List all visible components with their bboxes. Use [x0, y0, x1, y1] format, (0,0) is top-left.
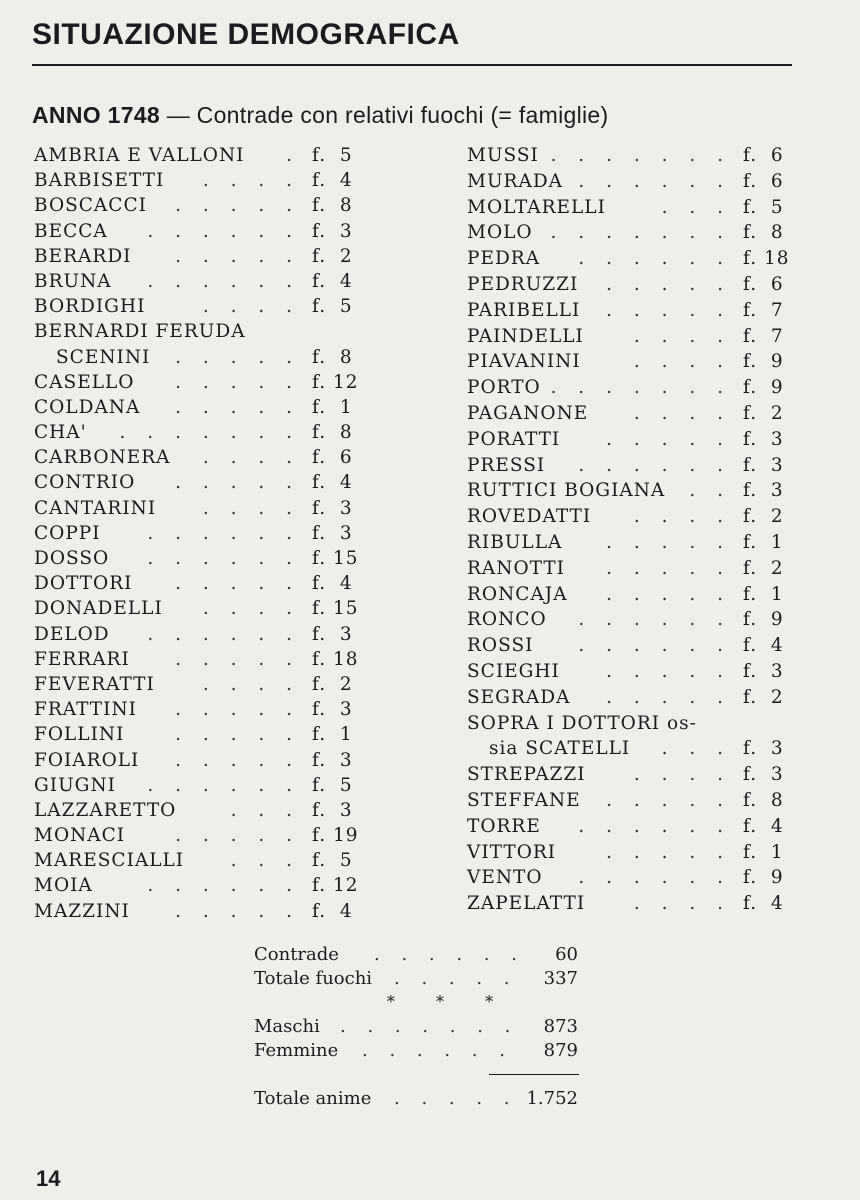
- contrada-row: [467, 326, 797, 352]
- contrada-row: [467, 403, 797, 429]
- leader-dots: . . . .: [633, 351, 731, 373]
- leader-dots: . . . . .: [606, 686, 731, 708]
- total-rule: [489, 1074, 579, 1075]
- contrada-name: CHA': [34, 422, 87, 444]
- contrada-row: [34, 170, 364, 195]
- leader-dots: . . . . . . .: [340, 1016, 519, 1037]
- fuochi-count: f. 12: [312, 875, 359, 897]
- contrada-row: [34, 800, 364, 825]
- contrada-name: COLDANA: [34, 396, 141, 418]
- contrada-row: [34, 674, 364, 699]
- contrada-row: [34, 472, 364, 497]
- contrada-row: [467, 661, 797, 687]
- summary-label: Contrade: [254, 944, 339, 965]
- leader-dots: . . . . .: [606, 583, 731, 605]
- fuochi-count: f. 18: [743, 248, 790, 270]
- contrada-row: [34, 372, 364, 397]
- leader-dots: . . . . . .: [147, 220, 300, 242]
- contrada-row: [467, 171, 797, 197]
- contrada-name: ROSSI: [467, 635, 534, 657]
- contrada-name: MUSSI: [467, 145, 539, 166]
- leader-dots: . . . . . .: [578, 170, 731, 192]
- fuochi-count: f. 15: [312, 548, 359, 569]
- contrada-row: [467, 377, 797, 403]
- fuochi-count: f. 1: [743, 583, 784, 605]
- fuochi-count: f. 1: [743, 841, 784, 863]
- leader-dots: . . .: [230, 799, 300, 821]
- contrada-name: GIUGNI: [34, 774, 116, 796]
- fuochi-count: f. 7: [743, 325, 784, 347]
- contrada-name: BERARDI: [34, 245, 132, 267]
- leader-dots: . . . . . .: [147, 875, 300, 897]
- contrada-name: RONCAJA: [467, 583, 568, 605]
- title-rule: [32, 64, 792, 66]
- fuochi-count: f. 8: [743, 222, 784, 244]
- leader-dots: . . . . . . .: [550, 222, 731, 244]
- fuochi-count: f. 3: [743, 660, 784, 682]
- contrada-name: CARBONERA: [34, 447, 171, 469]
- summary-row-totale-fuochi: [254, 968, 584, 992]
- summary-separator-stars: * * *: [386, 992, 512, 1011]
- fuochi-count: f. 5: [312, 774, 353, 796]
- leader-dots: . . . . .: [175, 724, 300, 746]
- contrada-row: [34, 447, 364, 472]
- contrada-row: [467, 248, 797, 274]
- leader-dots: . . . . . . .: [550, 145, 731, 166]
- contrada-name: MAZZINI: [34, 900, 130, 922]
- leader-dots: . . . . . .: [374, 944, 525, 965]
- contrada-row: [467, 867, 797, 893]
- leader-dots: . . . . .: [175, 396, 300, 418]
- leader-dots: . . .: [661, 738, 731, 760]
- leader-dots: . . . .: [633, 506, 731, 528]
- right-contrade-list: [467, 145, 797, 919]
- fuochi-count: f. 6: [312, 447, 353, 469]
- contrada-name: CONTRIO: [34, 472, 136, 494]
- fuochi-count: f. 3: [743, 480, 784, 502]
- contrada-row: [34, 624, 364, 649]
- contrada-row: [34, 548, 364, 573]
- fuochi-count: f. 6: [743, 170, 784, 192]
- fuochi-count: f. 12: [312, 371, 359, 393]
- leader-dots: . . . . .: [175, 573, 300, 595]
- contrada-row: [467, 429, 797, 455]
- fuochi-count: f. 5: [312, 850, 353, 872]
- contrada-row: [34, 498, 364, 523]
- fuochi-count: f. 3: [312, 749, 353, 771]
- contrada-row: [467, 738, 797, 764]
- contrada-name: SCENINI: [56, 346, 151, 368]
- leader-dots: . . . . .: [394, 968, 518, 989]
- contrada-row: [467, 274, 797, 300]
- leader-dots: . . .: [230, 850, 300, 872]
- subtitle-text: — Contrade con relativi fuochi (= famiglie): [166, 102, 609, 128]
- leader-dots: . . . .: [633, 893, 731, 915]
- contrada-name: DONADELLI: [34, 598, 163, 620]
- fuochi-count: f. 4: [743, 635, 784, 657]
- fuochi-count: f. 4: [312, 170, 353, 192]
- contrada-name: PIAVANINI: [467, 351, 581, 373]
- contrada-name: DOTTORI: [34, 573, 133, 595]
- leader-dots: . . . . .: [175, 699, 300, 721]
- contrada-name: STEFFANE: [467, 789, 581, 811]
- fuochi-count: f. 3: [743, 738, 784, 760]
- contrada-name: VENTO: [467, 867, 543, 889]
- leader-dots: . . . .: [633, 402, 731, 424]
- contrada-name: STREPAZZI: [467, 764, 586, 786]
- contrada-row: [34, 875, 364, 900]
- contrada-row: [34, 573, 364, 598]
- summary-value: 873: [543, 1016, 578, 1037]
- contrada-name: PEDRA: [467, 248, 541, 270]
- contrada-name: RIBULLA: [467, 531, 563, 553]
- summary-label: Totale anime: [254, 1088, 372, 1109]
- contrada-row: [34, 523, 364, 548]
- section-subtitle: [32, 102, 608, 129]
- fuochi-count: f. 2: [743, 402, 784, 424]
- summary-row-femmine: [254, 1040, 584, 1064]
- leader-dots: . . . . . .: [147, 270, 300, 292]
- leader-dots: . . . . . .: [578, 635, 731, 657]
- fuochi-count: f. 4: [312, 573, 353, 595]
- leader-dots: . . .: [661, 196, 731, 218]
- contrada-name: FEVERATTI: [34, 673, 155, 695]
- contrada-name: PORTO: [467, 377, 541, 399]
- leader-dots: . . . . . .: [147, 522, 300, 544]
- leader-dots: . . . . .: [175, 472, 300, 494]
- contrada-row: [467, 790, 797, 816]
- summary-block: [254, 944, 584, 1112]
- leader-dots: . . . .: [633, 764, 731, 786]
- contrada-row: [34, 750, 364, 775]
- contrada-name: PRESSI: [467, 454, 546, 476]
- contrada-name: ZAPELATTI: [467, 893, 586, 915]
- summary-value: 879: [543, 1040, 578, 1061]
- contrada-name: BARBISETTI: [34, 170, 165, 192]
- fuochi-count: f. 5: [312, 145, 353, 166]
- contrada-row: [467, 506, 797, 532]
- fuochi-count: f. 3: [743, 764, 784, 786]
- contrada-name: TORRE: [467, 815, 541, 837]
- leader-dots: . . . . .: [606, 428, 731, 450]
- contrada-name: SOPRA I DOTTORI os-: [467, 712, 697, 734]
- fuochi-count: f. 3: [312, 497, 353, 519]
- fuochi-count: f. 8: [312, 422, 353, 444]
- contrada-row: [467, 532, 797, 558]
- leader-dots: . . . . .: [606, 273, 731, 295]
- leader-dots: . . . . . .: [578, 454, 731, 476]
- leader-dots: . . . . . .: [578, 248, 731, 270]
- fuochi-count: f. 3: [312, 220, 353, 242]
- contrada-name: PAGANONE: [467, 402, 589, 424]
- fuochi-count: f. 4: [312, 900, 353, 922]
- contrada-row: [467, 842, 797, 868]
- contrada-name: MOLTARELLI: [467, 196, 606, 218]
- fuochi-count: f. 3: [743, 454, 784, 476]
- summary-row-contrade: [254, 944, 584, 968]
- leader-dots: . . . . .: [606, 557, 731, 579]
- leader-dots: . . . . .: [175, 825, 300, 847]
- contrada-row: [467, 558, 797, 584]
- contrada-name: RANOTTI: [467, 557, 565, 579]
- contrada-row: [34, 649, 364, 674]
- contrada-row: [34, 598, 364, 623]
- contrada-row: [34, 397, 364, 422]
- contrada-name: MURADA: [467, 170, 564, 192]
- page-title: SITUAZIONE DEMOGRAFICA: [32, 18, 460, 51]
- leader-dots: . . . . . . .: [119, 422, 300, 444]
- leader-dots: . . . . .: [606, 841, 731, 863]
- fuochi-count: f. 4: [743, 815, 784, 837]
- summary-row-maschi: [254, 1016, 584, 1040]
- contrada-row: [34, 271, 364, 296]
- leader-dots: . . . . .: [606, 531, 731, 553]
- contrada-name: MONACI: [34, 825, 126, 847]
- contrada-name: PAINDELLI: [467, 325, 584, 347]
- contrada-name: VITTORI: [467, 841, 557, 863]
- contrada-name: FOLLINI: [34, 724, 125, 746]
- contrada-name: AMBRIA E VALLONI: [34, 145, 245, 166]
- contrada-row: [34, 775, 364, 800]
- fuochi-count: f. 8: [743, 789, 784, 811]
- fuochi-count: f. 5: [312, 296, 353, 318]
- contrada-row: [467, 713, 797, 739]
- leader-dots: . . . . . .: [578, 609, 731, 631]
- contrada-row: [34, 195, 364, 220]
- contrada-name: CASELLO: [34, 371, 135, 393]
- contrada-name: SEGRADA: [467, 686, 571, 708]
- contrada-row: [467, 635, 797, 661]
- contrada-row: [34, 901, 364, 926]
- contrada-row: [34, 296, 364, 321]
- fuochi-count: f. 9: [743, 867, 784, 889]
- contrada-name: MARESCIALLI: [34, 850, 185, 872]
- leader-dots: . . . . . .: [578, 867, 731, 889]
- contrada-row: [467, 145, 797, 171]
- contrada-name: BOSCACCI: [34, 195, 147, 217]
- contrada-name: DELOD: [34, 623, 110, 645]
- leader-dots: . . . . .: [175, 900, 300, 922]
- leader-dots: . . . . . .: [362, 1040, 513, 1061]
- left-contrade-list: [34, 145, 364, 926]
- contrada-row: [34, 422, 364, 447]
- leader-dots: . . . .: [202, 296, 300, 318]
- contrada-row: [467, 816, 797, 842]
- leader-dots: . . . . .: [175, 371, 300, 393]
- contrada-name: MOLO: [467, 222, 533, 244]
- contrada-row: [34, 850, 364, 875]
- fuochi-count: f. 18: [312, 648, 359, 670]
- contrada-row: [467, 455, 797, 481]
- contrada-name: RUTTICI BOGIANA: [467, 480, 666, 502]
- contrada-name: FRATTINI: [34, 699, 137, 721]
- contrada-row: [34, 321, 364, 346]
- contrada-name: LAZZARETTO: [34, 799, 177, 821]
- summary-label: Totale fuochi: [254, 968, 373, 989]
- fuochi-count: f. 4: [743, 893, 784, 915]
- fuochi-count: f. 2: [312, 245, 353, 267]
- contrada-row: [34, 246, 364, 271]
- contrada-name: BORDIGHI: [34, 296, 146, 318]
- leader-dots: . . . . . .: [147, 774, 300, 796]
- subtitle-year: ANNO 1748: [32, 102, 160, 128]
- fuochi-count: f. 2: [743, 506, 784, 528]
- contrada-name: COPPI: [34, 522, 101, 544]
- leader-dots: . . . .: [633, 325, 731, 347]
- contrada-name: PEDRUZZI: [467, 273, 579, 295]
- summary-value: 60: [555, 944, 578, 965]
- contrada-row: [34, 221, 364, 246]
- contrada-name: RONCO: [467, 609, 547, 631]
- fuochi-count: f. 7: [743, 299, 784, 321]
- contrada-name: CANTARINI: [34, 497, 157, 519]
- contrada-row: [34, 825, 364, 850]
- fuochi-count: f. 2: [312, 673, 353, 695]
- contrada-name: FERRARI: [34, 648, 130, 670]
- fuochi-count: f. 4: [312, 472, 353, 494]
- fuochi-count: f. 1: [743, 531, 784, 553]
- fuochi-count: f. 9: [743, 377, 784, 399]
- fuochi-count: f. 6: [743, 145, 784, 166]
- leader-dots: . . . . .: [175, 245, 300, 267]
- contrada-row: [467, 222, 797, 248]
- leader-dots: . . . . . .: [578, 815, 731, 837]
- fuochi-count: f. 6: [743, 273, 784, 295]
- contrada-row: [467, 480, 797, 506]
- fuochi-count: f. 5: [743, 196, 784, 218]
- leader-dots: . . . . .: [175, 346, 300, 368]
- contrada-row: [34, 347, 364, 372]
- fuochi-count: f. 3: [312, 522, 353, 544]
- leader-dots: . . . . . . .: [550, 377, 731, 399]
- fuochi-count: f. 2: [743, 686, 784, 708]
- leader-dots: . . . .: [202, 673, 300, 695]
- contrada-name: PORATTI: [467, 428, 561, 450]
- leader-dots: . . . .: [202, 170, 300, 192]
- fuochi-count: f. 2: [743, 557, 784, 579]
- leader-dots: . . . .: [202, 497, 300, 519]
- contrada-name: MOIA: [34, 875, 93, 897]
- fuochi-count: f. 3: [312, 699, 353, 721]
- contrada-row: [467, 197, 797, 223]
- contrada-name: BRUNA: [34, 270, 112, 292]
- contrada-row: [34, 145, 364, 170]
- leader-dots: . .: [689, 480, 731, 502]
- contrada-name: DOSSO: [34, 548, 110, 569]
- fuochi-count: f. 19: [312, 825, 359, 847]
- contrada-name: BERNARDI FERUDA: [34, 321, 246, 343]
- leader-dots: . . . . . .: [147, 548, 300, 569]
- page-number: 14: [36, 1166, 61, 1191]
- fuochi-count: f. 1: [312, 396, 353, 418]
- leader-dots: . . . . .: [606, 299, 731, 321]
- fuochi-count: f. 8: [312, 195, 353, 217]
- contrada-name: sia SCATELLI: [489, 738, 631, 760]
- fuochi-count: f. 3: [743, 428, 784, 450]
- contrada-name: PARIBELLI: [467, 299, 581, 321]
- leader-dots: . . . . .: [175, 648, 300, 670]
- contrada-row: [467, 584, 797, 610]
- contrada-row: [467, 893, 797, 919]
- contrada-row: [467, 764, 797, 790]
- summary-value: 1.752: [526, 1088, 578, 1109]
- summary-label: Femmine: [254, 1040, 339, 1061]
- summary-label: Maschi: [254, 1016, 320, 1037]
- fuochi-count: f. 3: [312, 623, 353, 645]
- leader-dots: . . . .: [202, 598, 300, 620]
- contrada-row: [467, 609, 797, 635]
- fuochi-count: f. 9: [743, 609, 784, 631]
- fuochi-count: f. 4: [312, 270, 353, 292]
- fuochi-count: f. 1: [312, 724, 353, 746]
- leader-dots: . . . . .: [175, 749, 300, 771]
- contrada-name: FOIAROLI: [34, 749, 140, 771]
- leader-dots: . . . . .: [606, 660, 731, 682]
- contrada-row: [467, 687, 797, 713]
- contrada-name: ROVEDATTI: [467, 506, 592, 528]
- leader-dots: . . . . .: [175, 195, 300, 217]
- fuochi-count: f. 3: [312, 799, 353, 821]
- contrada-name: BECCA: [34, 220, 108, 242]
- contrada-row: [34, 699, 364, 724]
- leader-dots: .: [286, 145, 300, 166]
- fuochi-count: f. 8: [312, 346, 353, 368]
- summary-value: 337: [543, 968, 578, 989]
- fuochi-count: f. 9: [743, 351, 784, 373]
- leader-dots: . . . . .: [394, 1088, 518, 1109]
- leader-dots: . . . . . .: [147, 623, 300, 645]
- contrada-row: [467, 351, 797, 377]
- leader-dots: . . . . .: [606, 789, 731, 811]
- fuochi-count: f. 15: [312, 598, 359, 620]
- summary-row-totale-anime: [254, 1088, 584, 1112]
- contrada-row: [467, 300, 797, 326]
- leader-dots: . . . .: [202, 447, 300, 469]
- contrada-name: SCIEGHI: [467, 660, 560, 682]
- contrada-row: [34, 724, 364, 749]
